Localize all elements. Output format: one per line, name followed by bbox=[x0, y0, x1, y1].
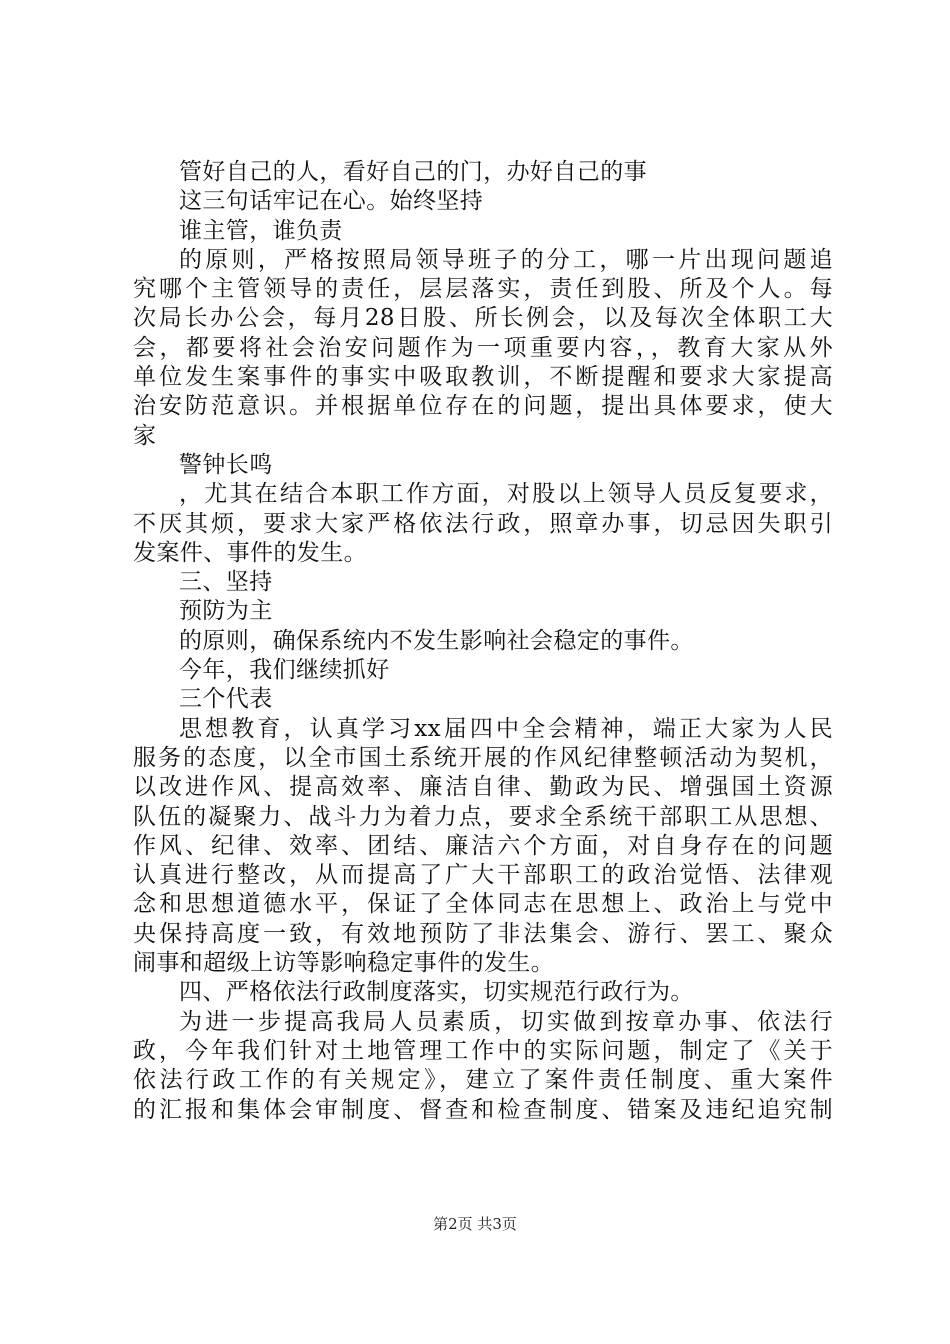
text-line: 今年，我们继续抓好 bbox=[179, 657, 390, 684]
text-line: 的原则，严格按照局领导班子的分工，哪一片出现问题追 bbox=[179, 246, 833, 273]
text-line: 究哪个主管领导的责任，层层落实，责任到股、所及个人。每 bbox=[133, 276, 833, 303]
text-line: 三个代表 bbox=[179, 686, 273, 713]
text-line: 作风、纪律、效率、团结、廉洁六个方面，对自身存在的问题 bbox=[133, 832, 833, 859]
text-line: 这三句话牢记在心。始终坚持 bbox=[179, 188, 484, 215]
text-line: 的原则，确保系统内不发生影响社会稳定的事件。 bbox=[179, 627, 694, 654]
text-line: 队伍的凝聚力、战斗力为着力点，要求全系统干部职工从思想、 bbox=[133, 803, 833, 830]
page-footer bbox=[0, 1214, 950, 1234]
text-line: 闹事和超级上访等影响稳定事件的发生。 bbox=[133, 950, 555, 977]
text-line: 治安防范意识。并根据单位存在的问题，提出具体要求，使大 bbox=[133, 393, 833, 420]
text-line: 发案件、事件的发生。 bbox=[133, 539, 367, 566]
text-line: 服务的态度，以全市国土系统开展的作风纪律整顿活动为契机， bbox=[133, 744, 833, 771]
text-line: 次局长办公会，每月28日股、所长例会，以及每次全体职工大 bbox=[133, 305, 833, 332]
text-line: 思想教育，认真学习xx届四中全会精神，端正大家为人民 bbox=[179, 715, 833, 742]
text-line: ，尤其在结合本职工作方面，对股以上领导人员反复要求， bbox=[179, 481, 833, 508]
page-number: 第2页 共3页 bbox=[433, 1215, 517, 1233]
text-line: 政，今年我们针对土地管理工作中的实际问题，制定了《关于 bbox=[133, 1037, 833, 1064]
text-line: 管好自己的人，看好自己的门，办好自己的事 bbox=[179, 159, 647, 185]
text-line: 以改进作风、提高效率、廉洁自律、勤政为民、增强国土资源 bbox=[133, 774, 833, 801]
text-line: 依法行政工作的有关规定》，建立了案件责任制度、重大案件 bbox=[133, 1067, 833, 1094]
text-line: 警钟长鸣 bbox=[179, 451, 273, 478]
document-body bbox=[133, 158, 833, 1125]
text-line: 不厌其烦，要求大家严格依法行政，照章办事，切忌因失职引 bbox=[133, 510, 833, 537]
text-line: 单位发生案事件的事实中吸取教训，不断提醒和要求大家提高 bbox=[133, 364, 833, 391]
text-line: 念和思想道德水平，保证了全体同志在思想上、政治上与党中 bbox=[133, 891, 833, 918]
text-line: 央保持高度一致，有效地预防了非法集会、游行、罢工、聚众 bbox=[133, 920, 833, 947]
text-line: 家 bbox=[133, 422, 157, 449]
text-line: 三、坚持 bbox=[179, 569, 273, 596]
text-line: 预防为主 bbox=[179, 598, 273, 625]
text-line: 为进一步提高我局人员素质，切实做到按章办事、依法行 bbox=[179, 1008, 833, 1035]
text-line: 会，都要将社会治安问题作为一项重要内容，，教育大家从外 bbox=[133, 334, 833, 361]
text-line: 认真进行整改，从而提高了广大干部职工的政治觉悟、法律观 bbox=[133, 862, 833, 889]
text-line: 的汇报和集体会审制度、督查和检查制度、错案及违纪追究制 bbox=[133, 1096, 833, 1123]
text-line: 谁主管，谁负责 bbox=[179, 217, 343, 244]
text-line: 四、严格依法行政制度落实，切实规范行政行为。 bbox=[179, 979, 694, 1006]
